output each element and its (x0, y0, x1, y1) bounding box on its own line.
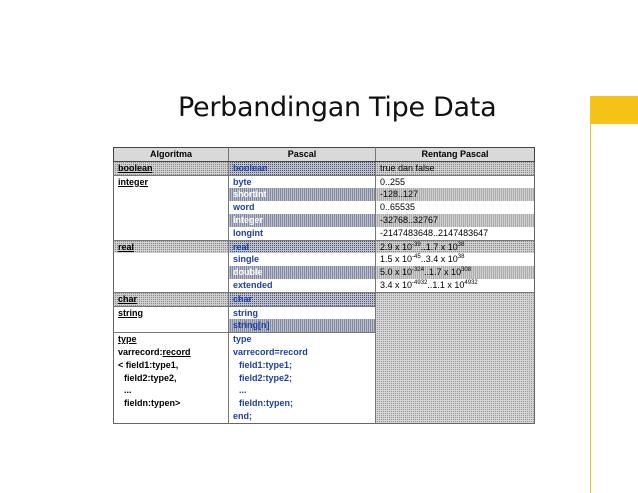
table-row (114, 279, 535, 292)
pascal-cell: fieldn:typen; (229, 397, 376, 410)
algoritma-cell: char (114, 292, 229, 306)
pascal-cell: real (229, 240, 376, 253)
pascal-cell: ... (229, 384, 376, 397)
table-row (114, 201, 535, 214)
table-row (114, 175, 535, 188)
range-cell: 0..255 (376, 175, 535, 188)
header-algoritma: Algoritma (114, 148, 229, 162)
range-cell: true dan false (376, 161, 535, 175)
pascal-cell: type (229, 333, 376, 346)
table-header-row (114, 148, 535, 162)
table-row (114, 266, 535, 279)
range-cell: 1.5 x $10^{-45}..3.4$ x $10^{38}$ (380, 254, 465, 265)
algoritma-cell: fieldn:typen> (114, 397, 229, 410)
pascal-cell: extended (229, 279, 376, 292)
pascal-cell: shortint (229, 188, 376, 201)
range-cell: -128..127 (376, 188, 535, 201)
pascal-cell: string (229, 306, 376, 319)
table-row (114, 292, 535, 306)
header-rentang: Rentang Pascal (376, 148, 535, 162)
algoritma-cell: ... (114, 384, 229, 397)
pascal-cell: end; (229, 410, 376, 423)
algoritma-cell: string (114, 306, 229, 319)
pascal-cell: single (229, 253, 376, 266)
table-row (114, 188, 535, 201)
pascal-cell: field1:type1; (229, 359, 376, 372)
table-row (114, 227, 535, 240)
pascal-cell: boolean (229, 161, 376, 175)
range-cell: 5.0 x $10^{-324}..1.7$ x $10^{308}$ (376, 266, 535, 279)
algoritma-cell (114, 188, 229, 201)
pascal-cell: byte (229, 175, 376, 188)
accent-bar (590, 96, 638, 124)
algoritma-cell (114, 201, 229, 214)
range-cell: 0..65535 (380, 202, 416, 213)
algoritma-cell (114, 266, 229, 279)
algoritma-cell: integer (114, 175, 229, 188)
range-cell: 3.4 x $10^{-4932}..1.1$ x $10^{4932}$ (380, 279, 478, 290)
algoritma-cell (114, 279, 229, 292)
algoritma-cell (114, 253, 229, 266)
pascal-cell: field2:type2; (229, 372, 376, 385)
algoritma-cell: varrecord:record (114, 346, 229, 359)
range-empty-block (376, 292, 535, 423)
algoritma-cell: type (114, 333, 229, 346)
algoritma-cell (114, 319, 229, 332)
algoritma-cell: boolean (114, 161, 229, 175)
algoritma-cell (114, 227, 229, 240)
algoritma-cell: < field1:type1, (114, 359, 229, 372)
pascal-cell: longint (229, 227, 376, 240)
table-row (114, 214, 535, 227)
pascal-cell: integer (229, 214, 376, 227)
pascal-cell: word (229, 201, 376, 214)
range-cell: -32768..32767 (376, 214, 535, 227)
algoritma-cell: field2:type2, (114, 372, 229, 385)
table-row (114, 240, 535, 253)
range-cell: 2.9 x $10^{-39}..1.7$ x $10^{38}$ (376, 240, 535, 253)
table-row (114, 253, 535, 266)
range-cell: -2147483648..2147483647 (380, 227, 489, 238)
comparison-table (113, 147, 535, 424)
pascal-cell: char (229, 292, 376, 306)
header-pascal: Pascal (229, 148, 376, 162)
accent-line (590, 96, 591, 493)
pascal-cell: double (229, 266, 376, 279)
pascal-cell: string[n] (229, 319, 376, 332)
algoritma-cell (114, 214, 229, 227)
pascal-cell: varrecord=record (229, 346, 376, 359)
table-row (114, 161, 535, 175)
algoritma-cell (114, 410, 229, 423)
slide-title: Perbandingan Tipe Data (178, 92, 497, 123)
algoritma-cell: real (114, 240, 229, 253)
